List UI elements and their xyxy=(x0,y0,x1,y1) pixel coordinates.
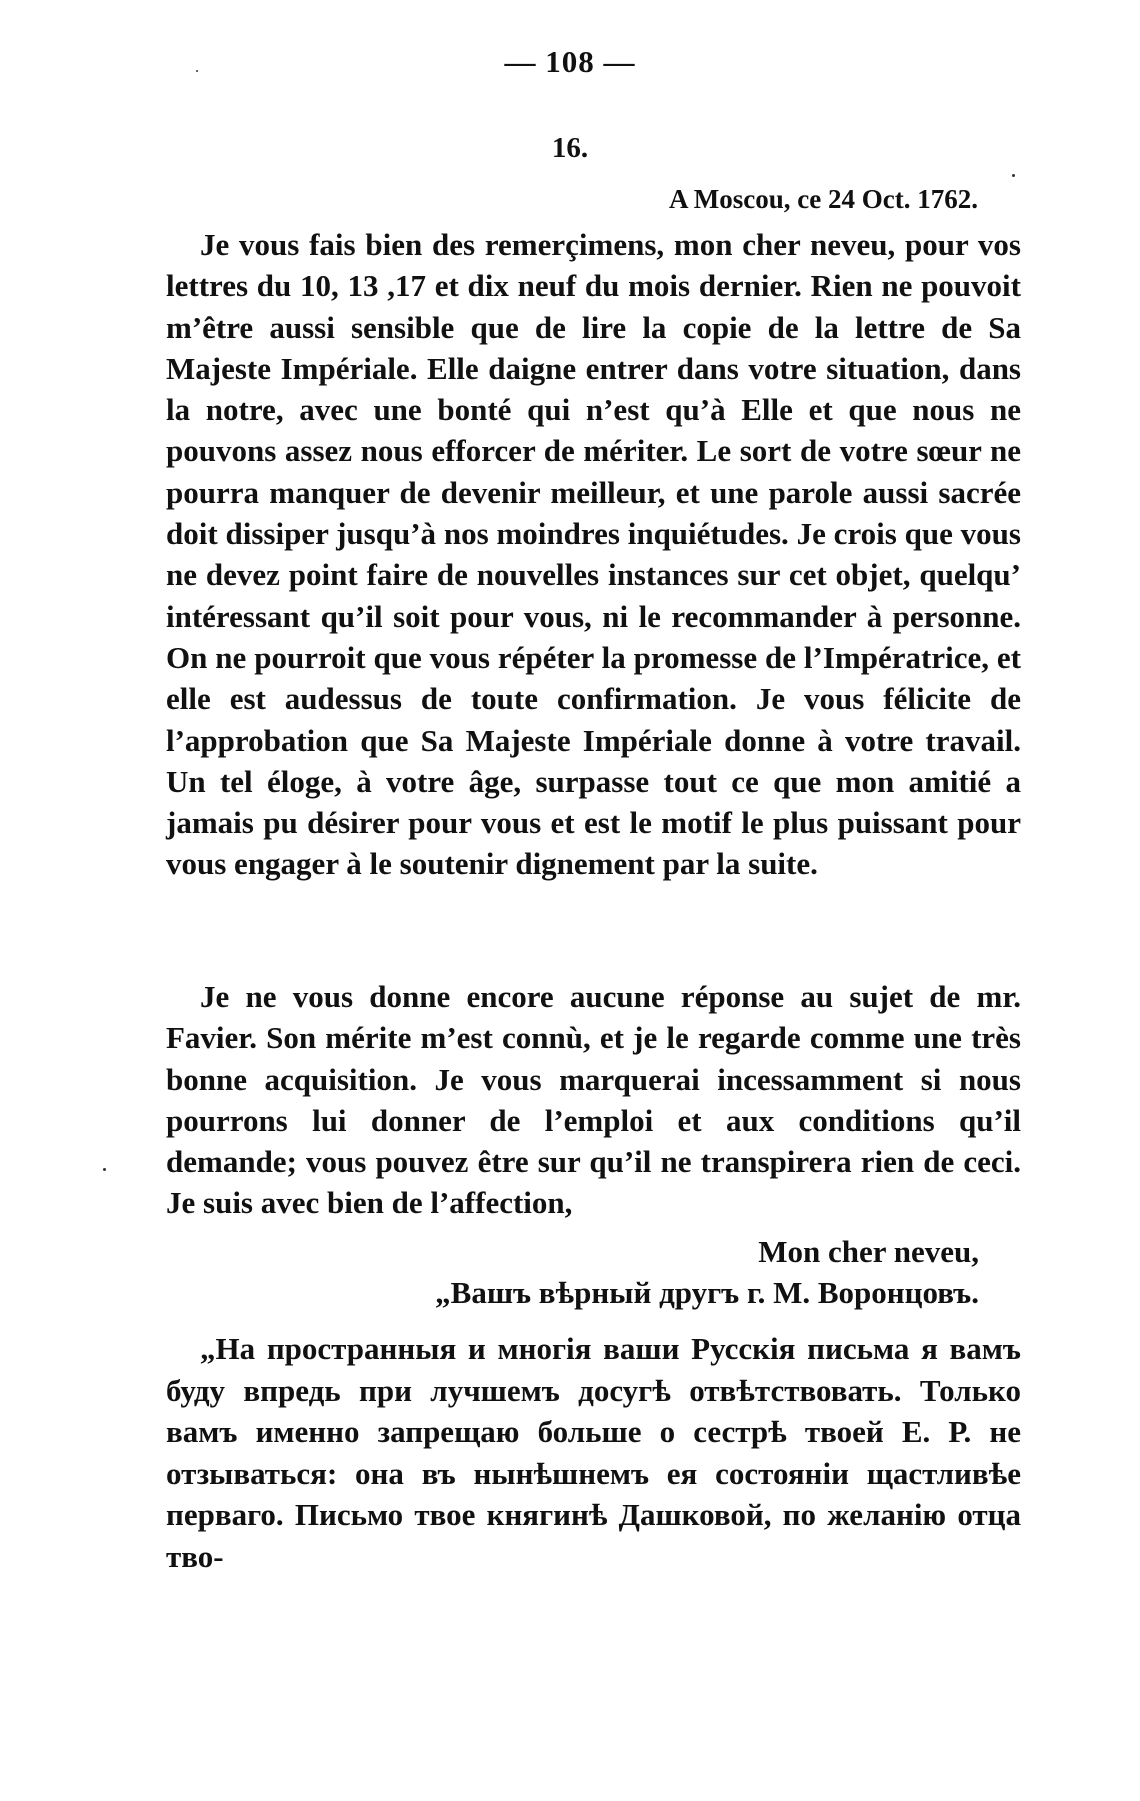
closing-salutation: Mon cher neveu, xyxy=(758,1234,979,1269)
scan-speck xyxy=(103,1168,106,1171)
postscript-paragraph: „На пространныя и многія ваши Русскія письма я вамъ буду впредь при лучшемъ досугѣ отвѣтствовать. Только вамъ именно запрещаю больше о сестрѣ твоей Е. Р. не отзываться: она въ нынѣшнемъ ея состояніи щастливѣе перваго. Письмо твое княгинѣ Дашковой, по желанію отца тво- xyxy=(166,1331,1021,1574)
paragraph-2: Je ne vous donne encore aucune réponse au sujet de mr. Favier. Son mérite m’est connù, et je le regarde comme une très bonne acquisition. Je vous marquerai incessamment si nous pourrons lui donner de l’emploi et aux conditions qu’il demande; vous pouvez être sur qu’il ne transpirera rien de ceci. Je suis avec bien de l’affection, xyxy=(166,979,1021,1221)
signature: „Вашъ вѣрный другъ г. М. Воронцовъ. xyxy=(435,1275,979,1310)
scan-speck xyxy=(196,70,198,72)
scan-speck xyxy=(1012,174,1015,177)
paragraph-1: Je vous fais bien des remerçimens, mon cher neveu, pour vos lettres du 10, 13 ,17 et dix neuf du mois dernier. Rien ne pouvoit m’être aussi sensible que de lire la copie de la lettre de Sa Majeste Impériale. Elle daigne entrer dans votre situation, dans la notre, avec une bonté qui n’est qu’à Elle et que nous ne pouvons assez nous efforcer de mériter. Le sort de votre sœur ne pourra manquer de devenir meilleur, et une parole aussi sacrée doit dissiper jusqu’à nos moindres inquiétudes. Je crois que vous ne devez point faire de nouvelles instances sur cet objet, quelqu’ intéressant qu’il soit pour vous, ni le recommander à personne. On ne pourroit que vous répéter la promesse de l’Impératrice, et elle est audessus de toute confirmation. Je vous félicite de l’approbation que Sa Majeste Impériale donne à votre travail. Un tel éloge, à votre âge, surpasse tout ce que mon amitié a jamais pu désirer pour vous et est le motif le plus puissant pour vous engager à le soutenir dignement par la suite. xyxy=(166,227,1021,882)
page-number: — 108 — xyxy=(504,44,636,79)
dateline: A Moscou, ce 24 Oct. 1762. xyxy=(669,184,978,214)
letter-number: 16. xyxy=(551,132,589,164)
